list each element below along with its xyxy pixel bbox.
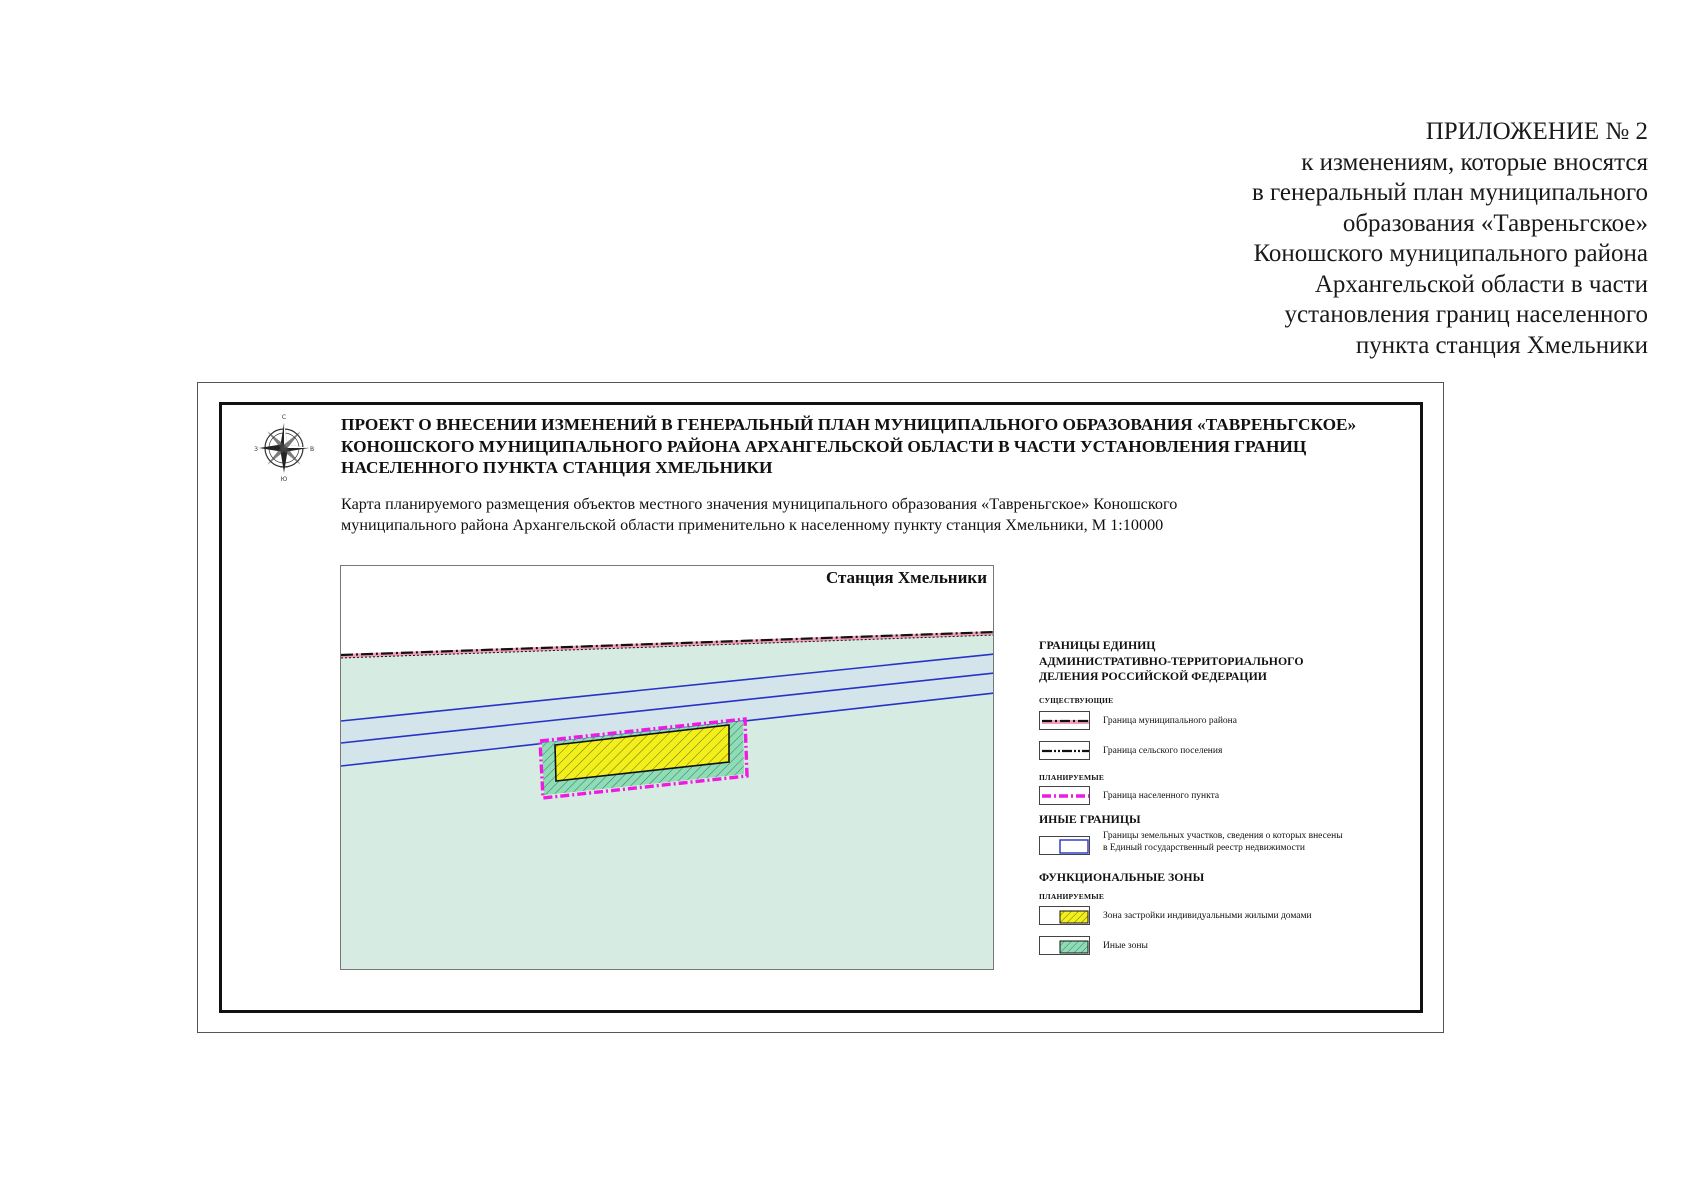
compass-west-label: З [254, 446, 258, 453]
legend-swatch-rural-border [1039, 741, 1090, 760]
appendix-line: к изменениям, которые вносятся [1301, 148, 1648, 176]
legend-municipal-border-text: Граница муниципального района [1103, 715, 1237, 726]
compass-rose-icon [254, 412, 314, 482]
legend-row-settlement-border [1039, 786, 1369, 816]
map-caption-line: Карта планируемого размещения объектов местного значения муниципального образования «Тавреньгское» Коношского [341, 495, 1178, 513]
legend-settlement-border-text: Граница населенного пункта [1103, 790, 1220, 801]
compass-east-label: В [309, 446, 314, 453]
legend-swatch-settlement-border [1039, 786, 1090, 805]
legend-rural-border-text: Граница сельского поселения [1103, 745, 1223, 756]
appendix-line: Коношского муниципального района [1253, 240, 1648, 267]
legend-existing-label: СУЩЕСТВУЮЩИЕ [1039, 695, 1114, 705]
map-frame [340, 565, 994, 970]
legend-row-rural-border [1039, 741, 1369, 771]
legend-zone-residential-text: Зона застройки индивидуальными жилыми домами [1103, 910, 1312, 921]
legend-parcels-text: Границы земельных участков, сведения о которых внесены в Единый государственный реестр недвижимости [1103, 831, 1343, 853]
appendix-line: Архангельской области в части [1314, 270, 1648, 298]
appendix-line: ПРИЛОЖЕНИЕ № 2 [1425, 118, 1648, 145]
appendix-line: в генеральный план муниципального [1251, 179, 1648, 206]
legend-row-zone-residential [1039, 906, 1369, 936]
appendix-line: образования «Тавреньгское» [1342, 209, 1648, 237]
appendix-header [1252, 117, 1648, 361]
legend-planned-label: ПЛАНИРУЕМЫЕ [1039, 772, 1105, 782]
project-title [341, 414, 1401, 479]
compass-south-label: Ю [280, 476, 288, 482]
legend-other-heading: ИНЫЕ ГРАНИЦЫ [1039, 811, 1141, 826]
appendix-line: установления границ населенного [1284, 301, 1648, 328]
legend-row-municipal-border [1039, 711, 1369, 741]
legend-zones-planned-label: ПЛАНИРУЕМЫЕ [1039, 891, 1105, 901]
map-caption [341, 494, 1341, 535]
map-label: Станция Хмельники [825, 568, 987, 587]
legend-admin-heading-line: ГРАНИЦЫ ЕДИНИЦ [1039, 638, 1156, 652]
project-title-line: ПРОЕКТ О ВНЕСЕНИИ ИЗМЕНЕНИЙ В ГЕНЕРАЛЬНЫЙ ПЛАН МУНИЦИПАЛЬНОГО ОБРАЗОВАНИЯ «ТАВРЕНЬГСКОЕ» [341, 415, 1357, 434]
legend-swatch-zone-other [1039, 936, 1090, 955]
project-title-line: КОНОШСКОГО МУНИЦИПАЛЬНОГО РАЙОНА АРХАНГЕЛЬСКОЙ ОБЛАСТИ В ЧАСТИ УСТАНОВЛЕНИЯ ГРАНИЦ [341, 436, 1307, 456]
legend-zone-other-text: Иные зоны [1103, 940, 1148, 951]
legend-admin-heading [1039, 638, 1369, 685]
legend-zones-heading: ФУНКЦИОНАЛЬНЫЕ ЗОНЫ [1039, 870, 1205, 884]
project-title-line: НАСЕЛЕННОГО ПУНКТА СТАНЦИЯ ХМЕЛЬНИКИ [341, 458, 773, 477]
legend-admin-heading-line: АДМИНИСТРАТИВНО-ТЕРРИТОРИАЛЬНОГО [1039, 653, 1304, 668]
legend [1039, 638, 1369, 966]
legend-swatch-municipal-border [1039, 711, 1090, 730]
legend-row-zone-other [1039, 936, 1369, 966]
legend-admin-heading-line: ДЕЛЕНИЯ РОССИЙСКОЙ ФЕДЕРАЦИИ [1039, 669, 1267, 683]
map-canvas [341, 566, 994, 970]
compass-north-label: С [281, 414, 287, 421]
legend-row-parcels [1039, 833, 1369, 873]
map-caption-line: муниципального района Архангельской области применительно к населенному пункту станция Хмельники, М 1:10000 [341, 515, 1164, 534]
legend-swatch-zone-residential [1039, 906, 1090, 925]
appendix-line: пункта станция Хмельники [1355, 331, 1648, 359]
legend-swatch-parcels [1039, 836, 1090, 855]
